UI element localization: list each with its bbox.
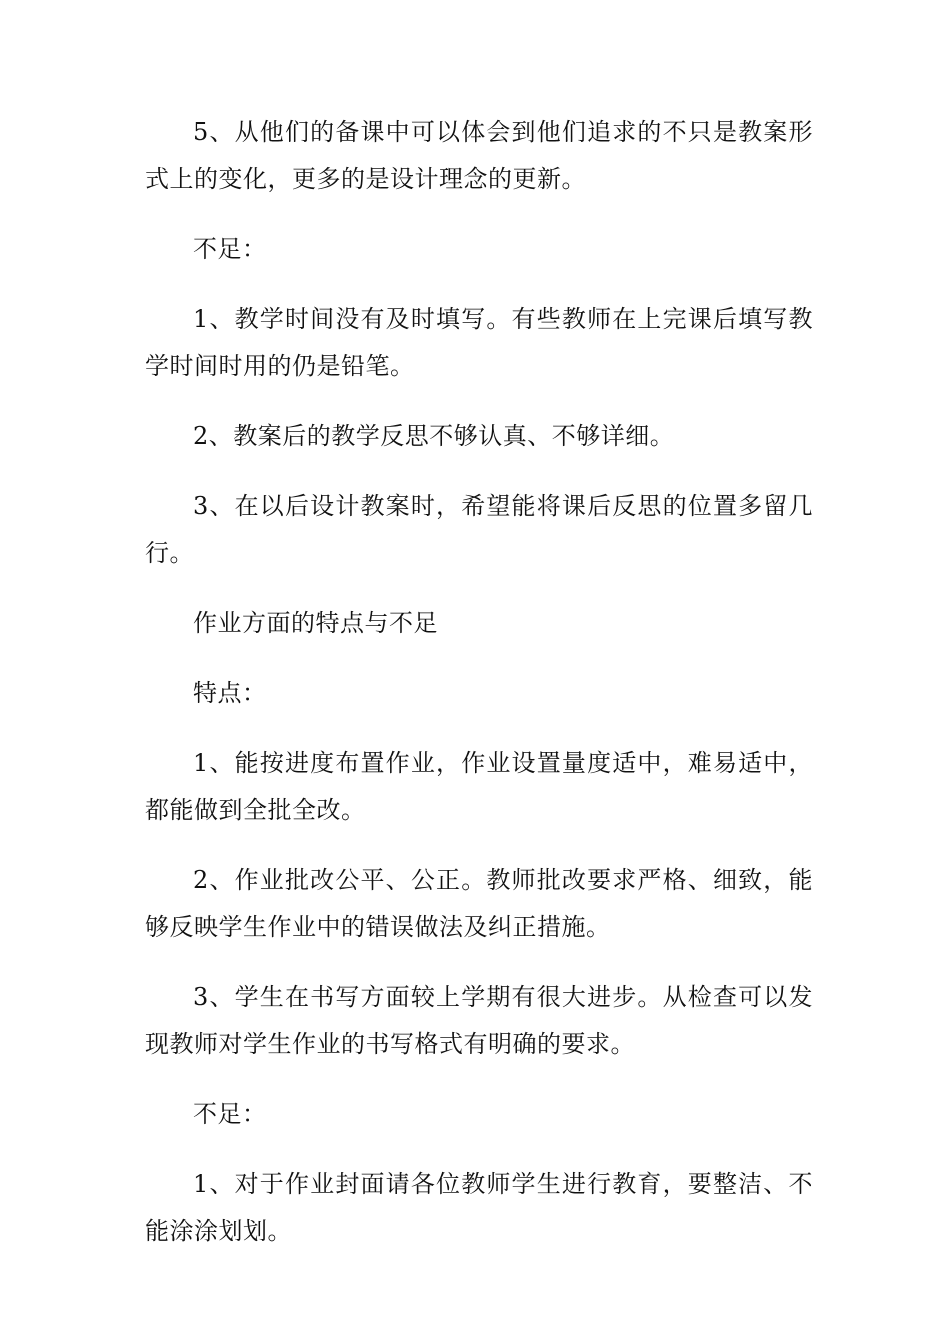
section-heading-homework: 作业方面的特点与不足: [193, 609, 438, 637]
paragraph-homework-strength-2: 2、作业批改公平、公正。教师批改要求严格、细致，能够反映学生作业中的错误做法及纠正措施。: [145, 866, 813, 941]
paragraph-shortcoming-item-1: 1、教学时间没有及时填写。有些教师在上完课后填写教学时间时用的仍是铅笔。: [145, 305, 813, 380]
heading-lesson-plan-shortcomings: 不足：: [193, 235, 267, 263]
document-body: [145, 109, 813, 1278]
paragraph-strengths-item-5: 5、从他们的备课中可以体会到他们追求的不只是教案形式上的变化，更多的是设计理念的更新。: [145, 118, 813, 193]
heading-homework-strengths: 特点：: [193, 679, 267, 707]
paragraph-shortcoming-item-2: 2、教案后的教学反思不够认真、不够详细。: [193, 422, 675, 450]
paragraph-shortcoming-item-3: 3、在以后设计教案时，希望能将课后反思的位置多留几行。: [145, 492, 813, 567]
heading-homework-shortcomings: 不足：: [193, 1100, 267, 1128]
paragraph-homework-shortcoming-1: 1、对于作业封面请各位教师学生进行教育，要整洁、不能涂涂划划。: [145, 1170, 813, 1245]
paragraph-homework-strength-1: 1、能按进度布置作业，作业设置量度适中，难易适中，都能做到全批全改。: [145, 749, 813, 824]
paragraph-homework-strength-3: 3、学生在书写方面较上学期有很大进步。从检查可以发现教师对学生作业的书写格式有明确的要求。: [145, 983, 813, 1058]
